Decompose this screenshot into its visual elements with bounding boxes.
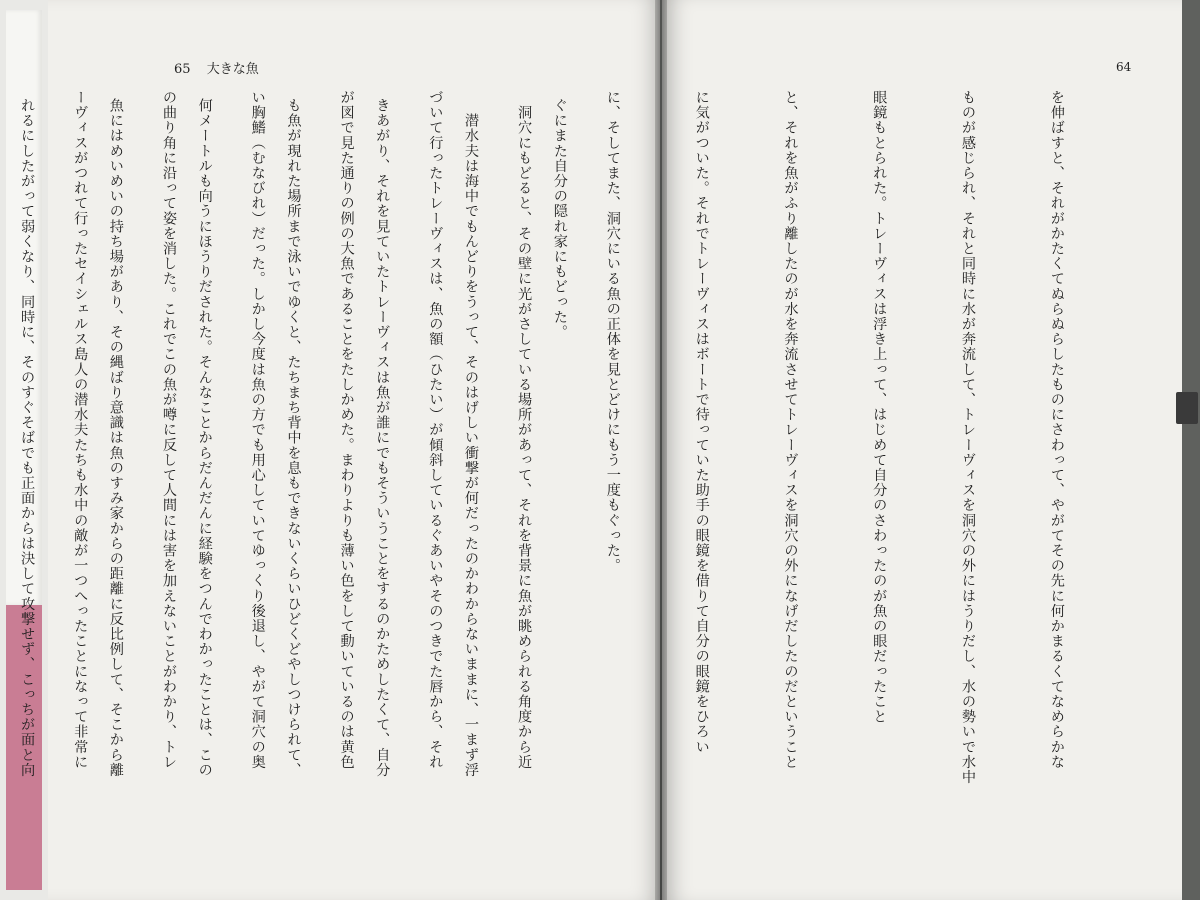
text-line: ぐにまた自分の隠れ家にもどった。 xyxy=(551,98,568,340)
right-page-number: 64 xyxy=(1116,60,1132,74)
text-line: に、そしてまた、洞穴にいる魚の正体を見とどけにもう一度もぐった。 xyxy=(604,90,621,574)
left-page-number: 65 xyxy=(174,62,191,77)
text-line: きあがり、それを見ていたトレーヴィスは魚が誰にでもそういうことをするのかためしたくて、自分 xyxy=(374,98,391,778)
text-line: の曲り角に沿って姿を消した。これでこの魚が噂に反して人間には害を加えないことがわかり、トレ xyxy=(161,90,177,770)
text-line: 洞穴にもどると、その壁に光がさしている場所があって、それを背景に魚が眺められる角度から近 xyxy=(516,90,533,770)
running-head: 大きな魚 xyxy=(206,62,259,77)
left-page-header xyxy=(174,58,259,77)
text-line: を伸ばすと、それがかたくてぬらぬらしたものにさわって、やがてその先に何かまるくてなめらかな xyxy=(1048,90,1065,770)
text-line: も魚が現れた場所まで泳いでゆくと、たちまち背中を息もできないくらいひどくどやしつけられて、 xyxy=(285,98,302,778)
text-line xyxy=(0,90,5,870)
text-line: 眼鏡もとられた。トレーヴィスは浮き上って、はじめて自分のさわったのが魚の眼だったこと xyxy=(871,90,888,725)
text-line: い胸鰭（むなびれ）だった。しかし今度は魚の方でも用心していてゆっくり後退し、やがて洞穴の奥 xyxy=(249,90,266,770)
text-line: 魚にはめいめいの持ち場があり、その縄ばり意識は魚のすみ家からの距離に反比例して、そこから離 xyxy=(107,98,124,778)
text-line: に気がついた。それでトレーヴィスはボートで待っていた助手の眼鏡を借りて自分の眼鏡をひろい xyxy=(693,90,710,755)
text-line: が図で見た通りの例の大魚であることをたしかめた。まわりよりも薄い色をして動いているのは黄色 xyxy=(338,90,355,770)
text-line: づいて行ったトレーヴィスは、魚の額（ひたい）が傾斜しているぐあいやそのつきでた唇から、それ xyxy=(427,90,444,770)
text-line: れるにしたがって弱くなり、同時に、そのすぐそばでも正面からは決して攻撃せず、こっちが面と向 xyxy=(19,98,36,778)
text-line: と、それを魚がふり離したのが水を奔流させてトレーヴィスを洞穴の外になげだしたのだということ xyxy=(782,90,799,770)
text-line: ーヴィスがつれて行ったセイシェルス島人の潜水夫たちも水中の敵が一つへったことになって非常に xyxy=(72,90,89,770)
text-line: ものが感じられ、それと同時に水が奔流して、トレーヴィスを洞穴の外にはうりだし、水の勢いで水中 xyxy=(960,90,977,785)
right-background-edge xyxy=(1182,0,1200,900)
bookmark-tab xyxy=(1176,392,1198,424)
text-line: 何メートルも向うにほうりだされた。そんなことからだんだんに経験をつんでわかったことは、この xyxy=(196,98,213,778)
text-line: 潜水夫は海中でもんどりをうって、そのはげしい衝撃が何だったのかわからないままに、一まず浮 xyxy=(463,98,480,778)
